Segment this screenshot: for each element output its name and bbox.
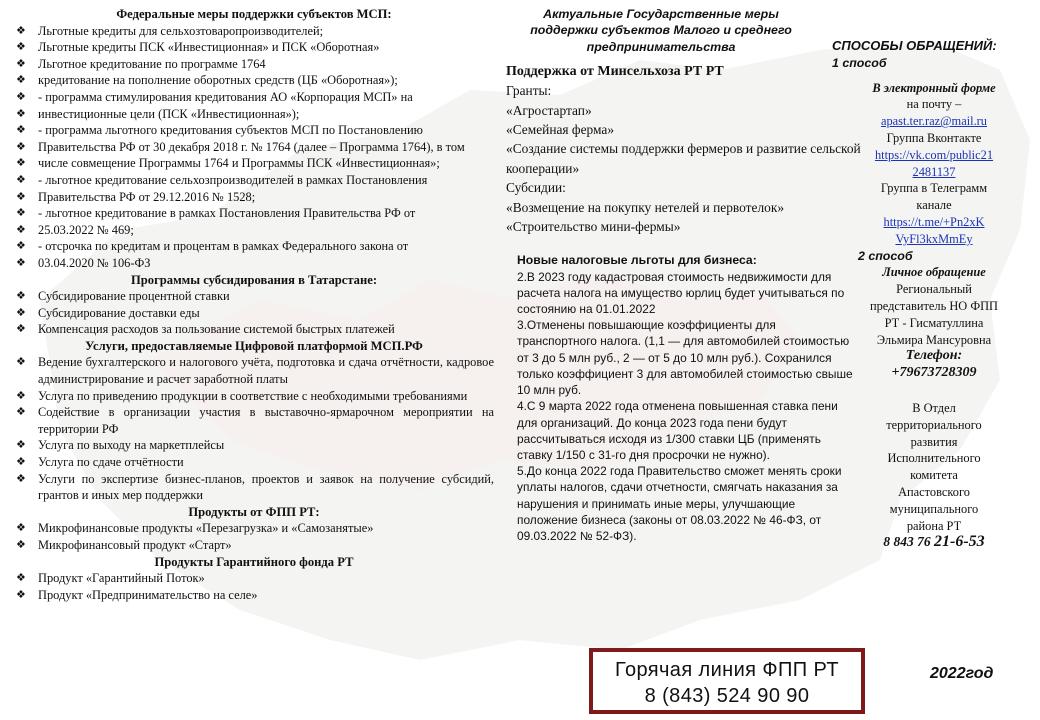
list-item: ❖ 25.03.2022 № 469; [14,222,494,239]
vk-label: Группа Вконтакте [886,130,982,145]
personal-visit-title: Личное обращение [882,265,986,280]
guarantee-fund-list [14,570,494,603]
phone-number: +79673728309 [891,365,977,381]
list-item: ❖ Правительства РФ от 29.12.2016 № 1528; [14,189,494,206]
list-item: ❖ - отсрочка по кредитам и процентам в рамках Федерального закона от [14,238,494,255]
list-item: ❖ Содействие в организации участия в выставочно-ярмарочном мероприятии на территории РФ [14,404,494,437]
vk-link[interactable]: https://vk.com/public212481137 [874,147,994,179]
tax-benefit-item: 2.В 2023 году кадастровая стоимость недвижимости для расчета налога на имущество юрлиц будет учитываться по состоянию на 01.01.2022 [517,269,845,317]
list-item: ❖ Льготное кредитование по программе 1764 [14,56,494,73]
list-item: ❖ 03.04.2020 № 106-ФЗ [14,255,494,272]
digital-platform-list [14,354,494,503]
digital-platform-title: Услуги, предоставляемые Цифровой платформой МСП.РФ [85,338,423,353]
list-item: ❖ Микрофинансовые продукты «Перезагрузка» и «Самозанятые» [14,520,494,537]
telegram-label: Группа в Телеграмм канале [880,181,988,213]
tax-benefits-section [517,252,857,544]
tax-benefit-item: 5.До конца 2022 года Правительство сможет менять сроки уплаты налогов, сдачи отчетности, смягчать наказания за нарушения и принимать иные меры, улучшающие положение бизнеса (законы от 08.03.2022 № 46-ФЗ, от 09.03.2022 № 52-ФЗ). [517,464,842,543]
ministry-line: «Возмещение на покупку нетелей и первотелок» [506,199,785,215]
ministry-support-title: Поддержка от Минсельхоза РТ РТ [506,64,724,80]
tatarstan-programs-title: Программы субсидирования в Татарстане: [130,272,378,287]
method-1-label: 1 способ [832,55,887,70]
ministry-line: «Семейная ферма» [506,122,615,138]
hotline-title: Горячая линия ФПП РТ [615,659,839,681]
list-item: ❖ Услуга по выходу на маркетплейсы [14,437,494,454]
list-item: ❖ Субсидирование доставки еды [14,305,494,322]
list-item: ❖ Ведение бухгалтерского и налогового учёта, подготовка и сдача отчётности, кадровое администрирование и расчет заработной платы [14,354,494,387]
tax-benefit-item: 4.С 9 марта 2022 года отменена повышенная ставка пени для организаций. До конца 2023 года пени будут рассчитываться исходя из 1/300 ставки ЦБ (применять ставку 1/150 с 31-го дня просрочки не нужно). [517,399,838,462]
guarantee-fund-title: Продукты Гарантийного фонда РТ [154,554,354,569]
list-item: ❖ Льготные кредиты для сельхозтоваропроизводителей; [14,23,494,40]
ministry-line: «Создание системы поддержки фермеров и развитие сельской кооперации» [506,141,861,176]
list-item: ❖ Микрофинансовый продукт «Старт» [14,537,494,554]
leaflet-title: Актуальные Государственные меры поддержки субъектов Малого и среднего предпринимательства [530,7,792,54]
representative-info: Региональный представитель НО ФПП РТ - Гисматуллина Эльмира Мансуровна [869,282,999,347]
list-item: ❖ - льготное кредитование сельхозпроизводителей в рамках Постановления [14,172,494,189]
method-2-label: 2 способ [858,248,913,263]
list-item: ❖ Продукт «Предпринимательство на селе» [14,587,494,604]
fpp-products-title: Продукты от ФПП РТ: [188,504,320,519]
contact-methods-title: СПОСОБЫ ОБРАЩЕНИЙ: [832,38,997,53]
office-info: В Отдел территориального развития Исполнительного комитета Апастовского муниципального района РТ [886,400,982,533]
list-item: ❖ Услуга по сдаче отчётности [14,454,494,471]
year-label: 2022год [930,665,994,682]
list-item: ❖ Компенсация расходов за пользование системой быстрых платежей [14,321,494,338]
fpp-products-list [14,520,494,553]
list-item: ❖ Льготные кредиты ПСК «Инвестиционная» и ПСК «Оборотная» [14,39,494,56]
tax-benefits-list [517,269,857,544]
list-item: ❖ кредитование на пополнение оборотных средств (ЦБ «Оборотная»); [14,72,494,89]
list-item: ❖ Правительства РФ от 30 декабря 2018 г. № 1764 (далее – Программа 1764), в том [14,139,494,156]
list-item: ❖ - программа льготного кредитования субъектов МСП по Постановлению [14,122,494,139]
left-column [14,6,494,603]
ministry-line: Гранты: [506,83,552,99]
tax-benefit-item: 3.Отменены повышающие коэффициенты для транспортного налога. (1,1 — для автомобилей стоимостью от 3 до 5 млн руб., 2 — от 5 до 10 млн руб.). Сохранился только коэффициент 3 для автомобилей стоимостью свыше 10 млн руб. [517,318,853,398]
email-label: на почту – [906,97,962,112]
list-item: ❖ Услуга по приведению продукции в соответствие с необходимыми требованиями [14,388,494,405]
email-link[interactable]: apast.ter.raz@mail.ru [880,114,988,129]
ministry-line: «Строительство мини-фермы» [506,219,681,235]
hotline-box [589,648,865,714]
right-column [832,38,1040,551]
telegram-link[interactable]: https://t.me/+Pn2xKVyFl3kxMmEy [883,214,985,246]
list-item: ❖ Субсидирование процентной ставки [14,288,494,305]
phone-label: Телефон: [905,348,963,364]
tatarstan-programs-list [14,288,494,338]
list-item: ❖ Услуги по экспертизе бизнес-планов, проектов и заявок на получение субсидий, грантов и иных мер поддержки [14,471,494,504]
electronic-form-title: В электронный форме [872,80,996,95]
office-phone: 8 843 76 21-6-53 [883,533,985,551]
federal-measures-list [14,23,494,272]
ministry-support-list [506,81,871,236]
list-item: ❖ инвестиционные цели (ПСК «Инвестиционная»); [14,106,494,123]
federal-measures-title: Федеральные меры поддержки субъектов МСП: [116,7,392,21]
tax-benefits-title: Новые налоговые льготы для бизнеса: [517,253,757,268]
list-item: ❖ числе совмещение Программы 1764 и Программы ПСК «Инвестиционная»; [14,155,494,172]
hotline-phone: 8 (843) 524 90 90 [644,685,810,707]
ministry-line: «Агростартап» [506,102,592,118]
list-item: ❖ Продукт «Гарантийный Поток» [14,570,494,587]
middle-column [506,6,871,544]
list-item: ❖ - льготное кредитование в рамках Постановления Правительства РФ от [14,205,494,222]
ministry-line: Субсидии: [506,180,566,196]
list-item: ❖ - программа стимулирования кредитования АО «Корпорация МСП» на [14,89,494,106]
